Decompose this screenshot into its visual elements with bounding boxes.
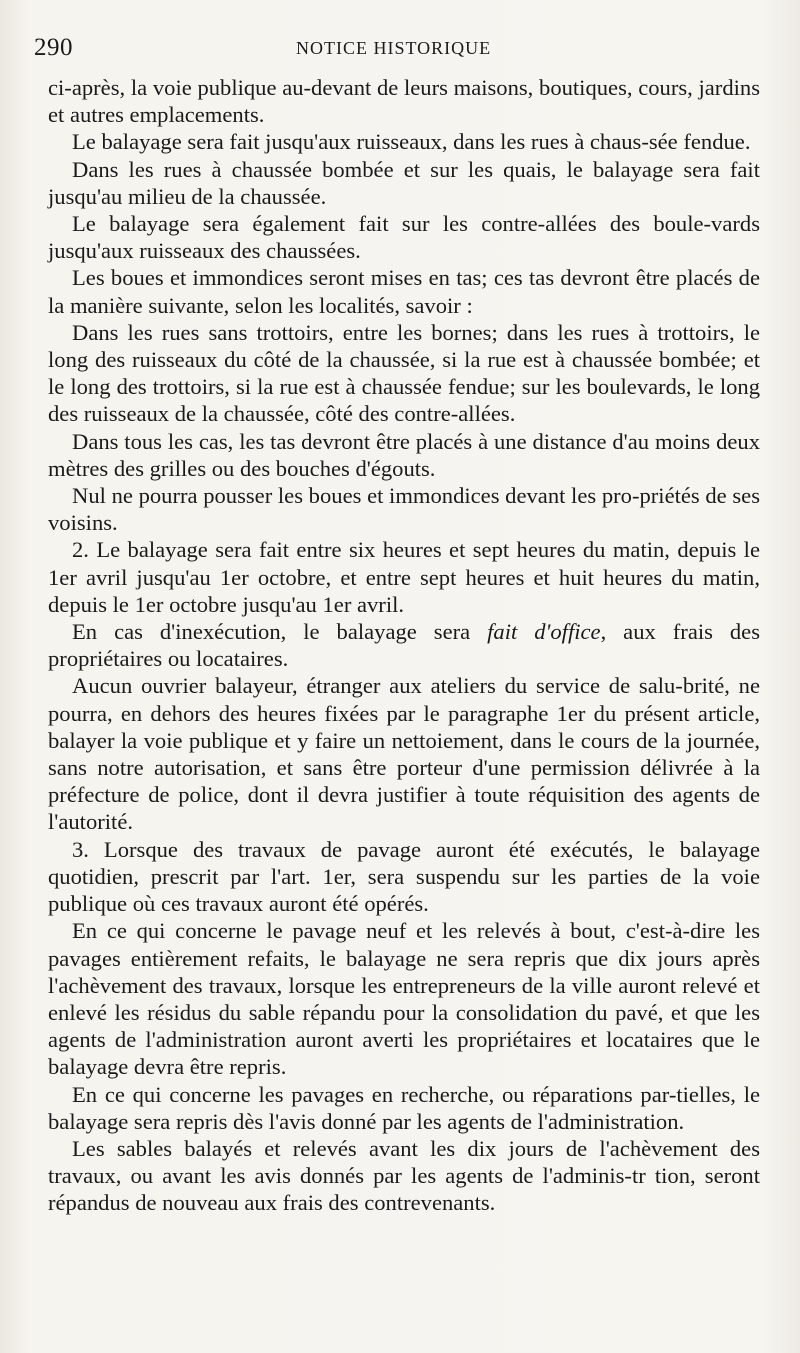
running-head: NOTICE HISTORIQUE [296,38,492,58]
article-3-paragraph: 3. Lorsque des travaux de pavage auront été exécutés, le balayage quotidien, prescrit par l'art. 1er, sera suspendu sur les parties de la voie publique où ces travaux auront été opérés. [48,836,760,917]
paragraph: Les sables balayés et relevés avant les dix jours de l'achèvement des travaux, ou avant les avis donnés par les agents de l'adminis-tr tion, seront répandus de nouveau aux frais des contrevenants. [48,1135,760,1216]
paragraph: Nul ne pourra pousser les boues et immondices devant les pro-priétés de ses voisins. [48,483,760,536]
page-header [34,34,756,64]
article-2-paragraph: 2. Le balayage sera fait entre six heures et sept heures du matin, depuis le 1er avril jusqu'au 1er octobre, et entre sept heures et huit heures du matin, depuis le 1er octobre jusqu'au 1er avril. [48,537,760,617]
paragraph-text: En cas d'inexécution, le balayage sera [72,619,488,645]
paragraph: Dans tous les cas, les tas devront être placés à une distance d'au moins deux mètres des grilles ou des bouches d'égouts. [48,428,760,481]
paragraph-text: , aux frais des propriétaires ou locataires. [48,619,761,672]
paragraph: Le balayage sera fait jusqu'aux ruisseaux, dans les rues à chaus-sée fendue. [72,129,751,155]
paragraph: Les boues et immondices seront mises en tas; ces tas devront être placés de la manière suivante, selon les localités, savoir : [48,265,760,318]
paragraph: Dans les rues sans trottoirs, entre les bornes; dans les rues à trottoirs, le long des ruisseaux du côté de la chaussée, si la rue est à chaussée bombée; et le long des trottoirs, si la rue est à chaussée fendue; sur les boulevards, le long des ruisseaux de la chaussée, côté des contre-allées. [48,319,760,427]
paragraph: Aucun ouvrier balayeur, étranger aux ateliers du service de salu-brité, ne pourra, en dehors des heures fixées par le paragraphe 1er du présent article, balayer la voie publique et y faire un nettoiement, dans le cours de la journée, sans notre autorisation, et sans être porteur d'une permission délivrée à la préfecture de police, dont il devra justifier à toute réquisition des agents de l'autorité. [48,673,760,835]
paragraph [48,618,760,672]
page-number: 290 [34,34,73,61]
paragraph: En ce qui concerne le pavage neuf et les relevés à bout, c'est-à-dire les pavages entièrement refaits, le balayage ne sera repris que dix jours après l'achèvement des travaux, lorsque les entrepreneurs de la ville auront relevé et enlevé les résidus du sable répandu pour la consolidation du pavé, et que les agents de l'administration auront averti les propriétaires et locataires que le balayage devra être repris. [48,918,760,1080]
paragraph: En ce qui concerne les pavages en recherche, ou réparations par-tielles, le balayage sera repris dès l'avis donné par les agents de l'administration. [48,1081,760,1134]
paragraph: Dans les rues à chaussée bombée et sur les quais, le balayage sera fait jusqu'au milieu de la chaussée. [48,156,760,209]
body-text [48,74,760,1217]
paragraph: ci-après, la voie publique au-devant de leurs maisons, boutiques, cours, jardins et autres emplacements. [48,75,760,128]
paragraph: Le balayage sera également fait sur les contre-allées des boule-vards jusqu'aux ruisseaux des chaussées. [48,211,760,264]
italic-phrase: fait d'office [487,619,601,645]
